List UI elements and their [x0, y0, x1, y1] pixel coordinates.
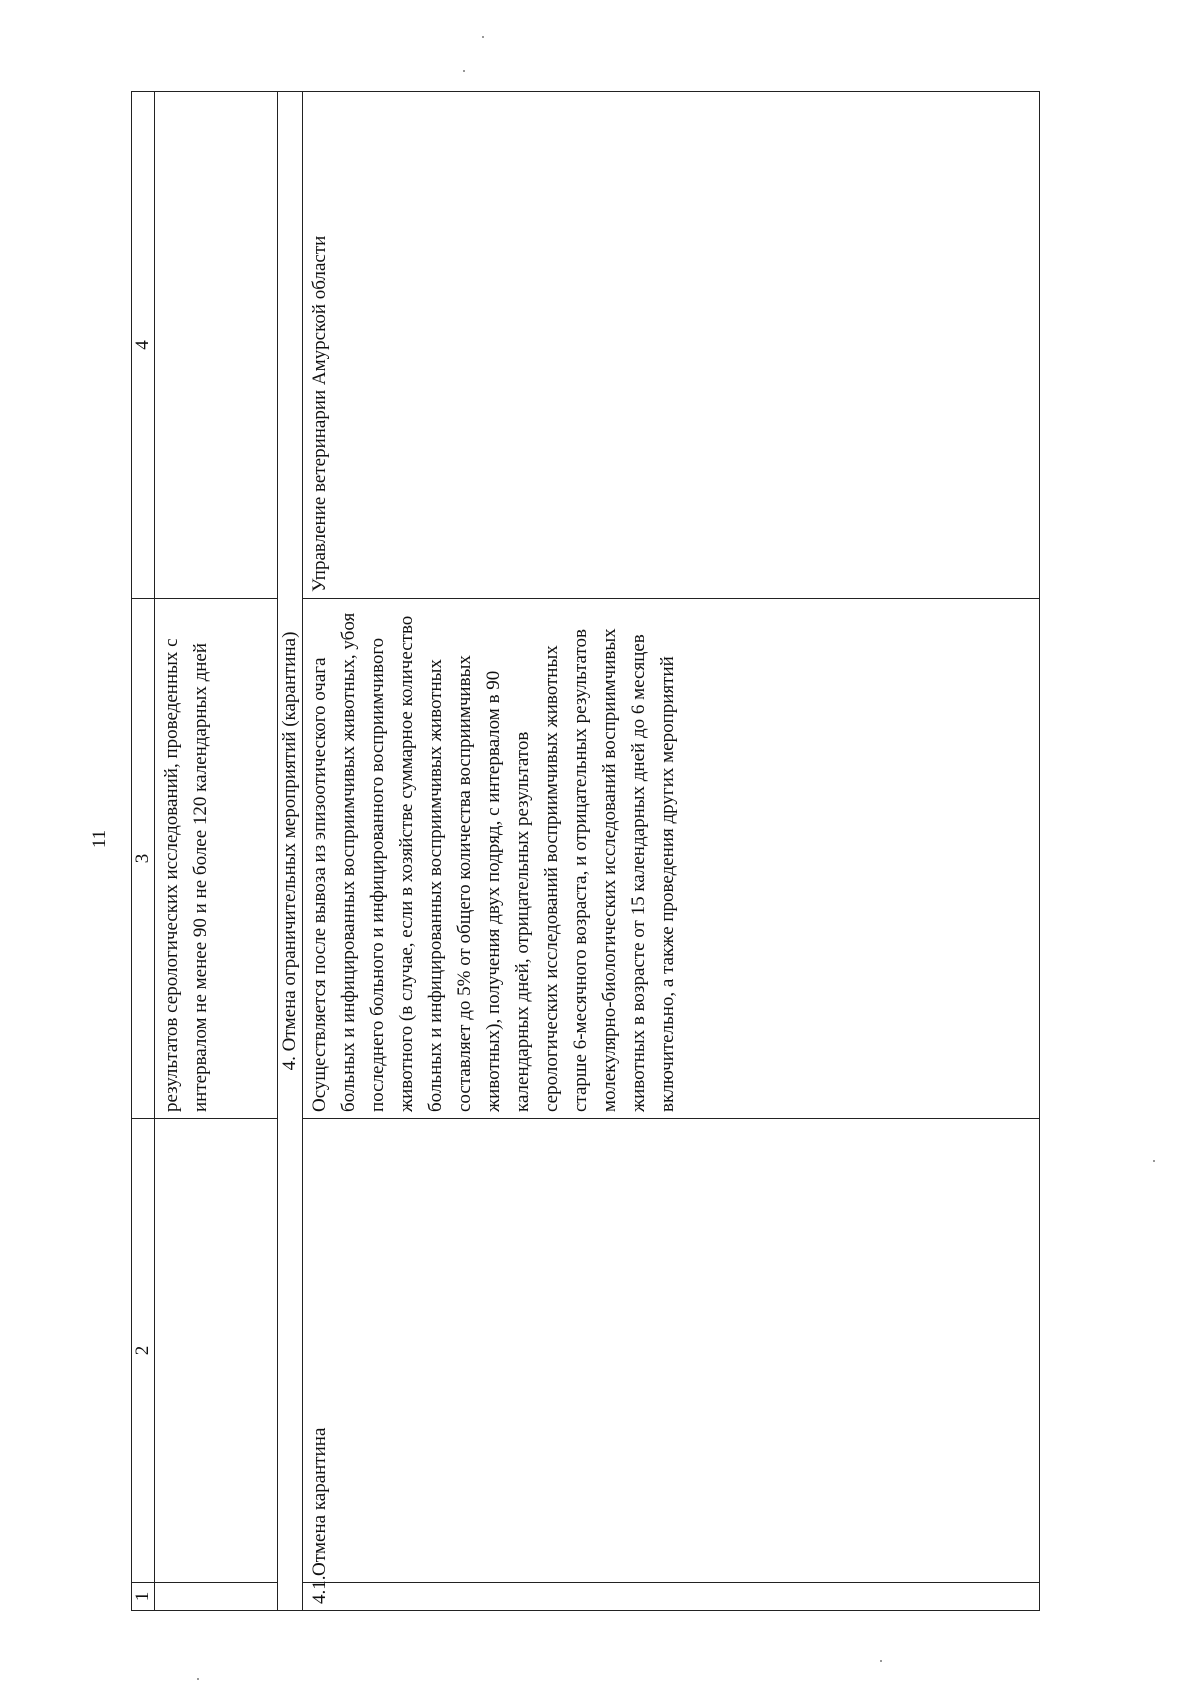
table-header-row: [132, 92, 155, 1611]
cont-col-2: [155, 1119, 278, 1583]
cont-col-3: результатов серологических исследований, проведенных с интервалом не менее 90 и не более 120 календарных дней: [155, 599, 278, 1119]
page-number: 11: [89, 829, 110, 849]
scan-speck: [1153, 1160, 1155, 1162]
row-conditions: Осуществляется после вывоза из эпизоотического очага больных и инфицированных восприимчивых животных, убоя последнего больного и инфицированного восприимчивого животного (в случае, если в хозяйстве суммарное количество больных и инфицированных восприимчивых животных составляет до 5% от общего количества восприимчивых животных), получения двух подряд, с интервалом в 90 календарных дней, отрицательных результатов серологических исследований восприимчивых животных старше 6-месячного возраста, и отрицательных результатов молекулярно-биологических исследований восприимчивых животных в возрасте от 15 календарных дней до 6 месяцев включительно, а также проведения других мероприятий: [303, 599, 1040, 1119]
header-col-4: 4: [132, 92, 155, 599]
section-row: [278, 92, 303, 1611]
measures-table: [131, 91, 1040, 1611]
section-title: 4. Отмена ограничительных мероприятий (карантина): [278, 92, 303, 1611]
scan-speck: [482, 36, 484, 38]
header-col-3: 3: [132, 599, 155, 1119]
row-name: Отмена карантина: [303, 1119, 1040, 1583]
cont-col-4: [155, 92, 278, 599]
table-row: [303, 92, 1040, 1611]
table-row-continuation: [155, 92, 278, 1611]
header-col-1: 1: [132, 1583, 155, 1611]
scan-speck: [463, 70, 465, 72]
scan-speck: [197, 1678, 199, 1680]
scan-speck: [880, 1660, 882, 1662]
row-responsible: Управление ветеринарии Амурской области: [303, 92, 1040, 599]
cont-col-1: [155, 1583, 278, 1611]
header-col-2: 2: [132, 1119, 155, 1583]
row-number: 4.1.: [303, 1583, 1040, 1611]
rotated-table-container: [131, 92, 1040, 1611]
